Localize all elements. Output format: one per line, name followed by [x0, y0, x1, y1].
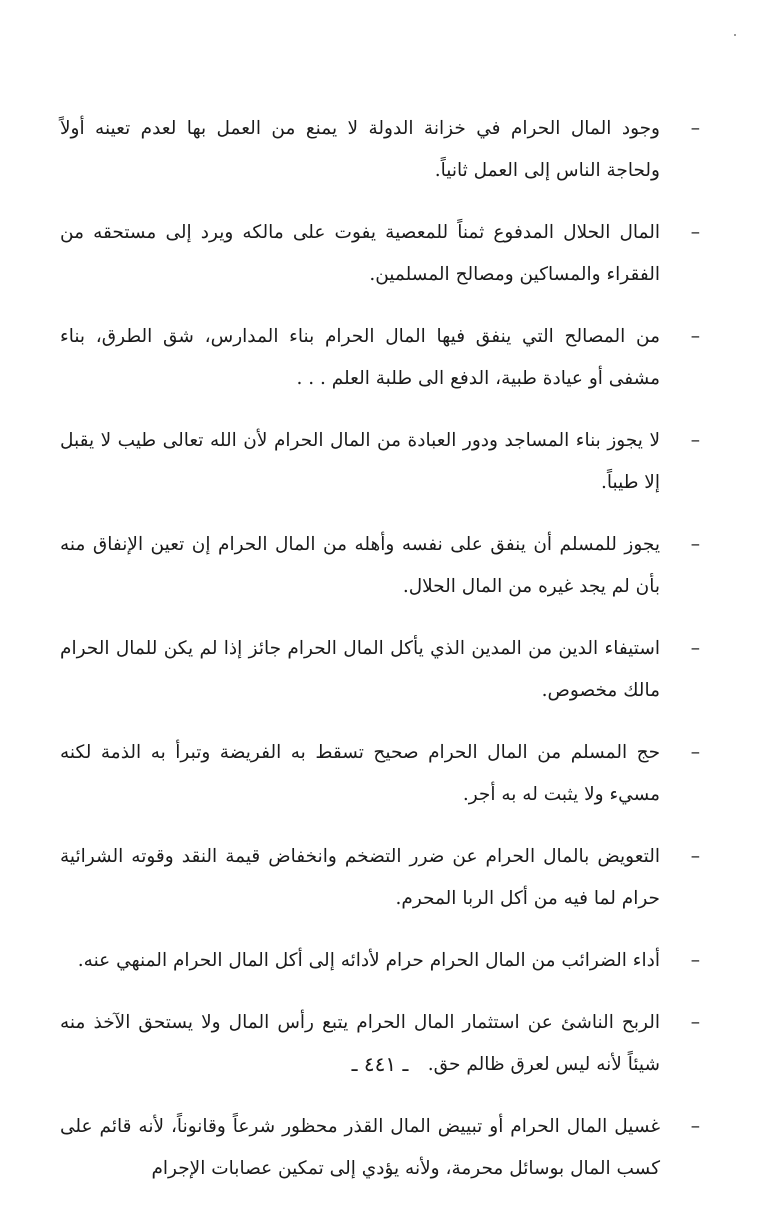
bullet-dash: –	[690, 1012, 700, 1033]
bullet-dash: –	[690, 534, 700, 555]
list-item	[60, 316, 700, 400]
bullet-dash: –	[690, 950, 700, 971]
bullet-dash: –	[690, 326, 700, 347]
list-item-text: يجوز للمسلم أن ينفق على نفسه وأهله من المال الحرام إن تعين الإنفاق منه بأن لم يجد غيره من المال الحلال.	[60, 534, 660, 597]
bullet-dash: –	[690, 430, 700, 451]
list-item	[60, 420, 700, 504]
list-item-text: الربح الناشئ عن استثمار المال الحرام يتبع رأس المال ولا يستحق الآخذ منه شيئاً لأنه ليس لعرق ظالم حق.	[60, 1012, 660, 1075]
page-body	[60, 108, 700, 1210]
list-item	[60, 836, 700, 920]
list-item-text: لا يجوز بناء المساجد ودور العبادة من المال الحرام لأن الله تعالى طيب لا يقبل إلا طيباً.	[60, 430, 660, 493]
scan-speck	[734, 34, 736, 36]
list-item	[60, 212, 700, 296]
list-item-text: وجود المال الحرام في خزانة الدولة لا يمنع من العمل بها لعدم تعينه أولاً ولحاجة الناس إلى العمل ثانياً.	[60, 118, 660, 181]
bullet-dash: –	[690, 118, 700, 139]
list-item-text: غسيل المال الحرام أو تبييض المال القذر محظور شرعاً وقانوناً، لأنه قائم على كسب المال بوسائل محرمة، ولأنه يؤدي إلى تمكين عصابات الإجرام	[60, 1116, 660, 1179]
list-item	[60, 940, 700, 982]
list-item-text: المال الحلال المدفوع ثمناً للمعصية يفوت على مالكه ويرد إلى مستحقه من الفقراء والمساكين ومصالح المسلمين.	[60, 222, 660, 285]
list-item	[60, 1106, 700, 1190]
page-number: ـ ٤٤١ ـ	[351, 1052, 409, 1076]
bullet-dash: –	[690, 742, 700, 763]
bullet-dash: –	[690, 222, 700, 243]
bullet-dash: –	[690, 846, 700, 867]
list-item-text: استيفاء الدين من المدين الذي يأكل المال الحرام جائز إذا لم يكن للمال الحرام مالك مخصوص.	[60, 638, 660, 701]
list-item-text: أداء الضرائب من المال الحرام حرام لأدائه إلى أكل المال الحرام المنهي عنه.	[77, 950, 660, 971]
list-item-text: حج المسلم من المال الحرام صحيح تسقط به الفريضة وتبرأ به الذمة لكنه مسيء ولا يثبت له به أجر.	[60, 742, 660, 805]
bullet-dash: –	[690, 1116, 700, 1137]
list-item	[60, 732, 700, 816]
list-item-text: من المصالح التي ينفق فيها المال الحرام بناء المدارس، شق الطرق، بناء مشفى أو عيادة طبية، الدفع الى طلبة العلم . . .	[60, 326, 660, 389]
list-item	[60, 524, 700, 608]
list-item	[60, 108, 700, 192]
list-item	[60, 628, 700, 712]
bullet-dash: –	[690, 638, 700, 659]
list-item-text: التعويض بالمال الحرام عن ضرر التضخم وانخفاض قيمة النقد وقوته الشرائية حرام لما فيه من أكل الربا المحرم.	[60, 846, 660, 909]
